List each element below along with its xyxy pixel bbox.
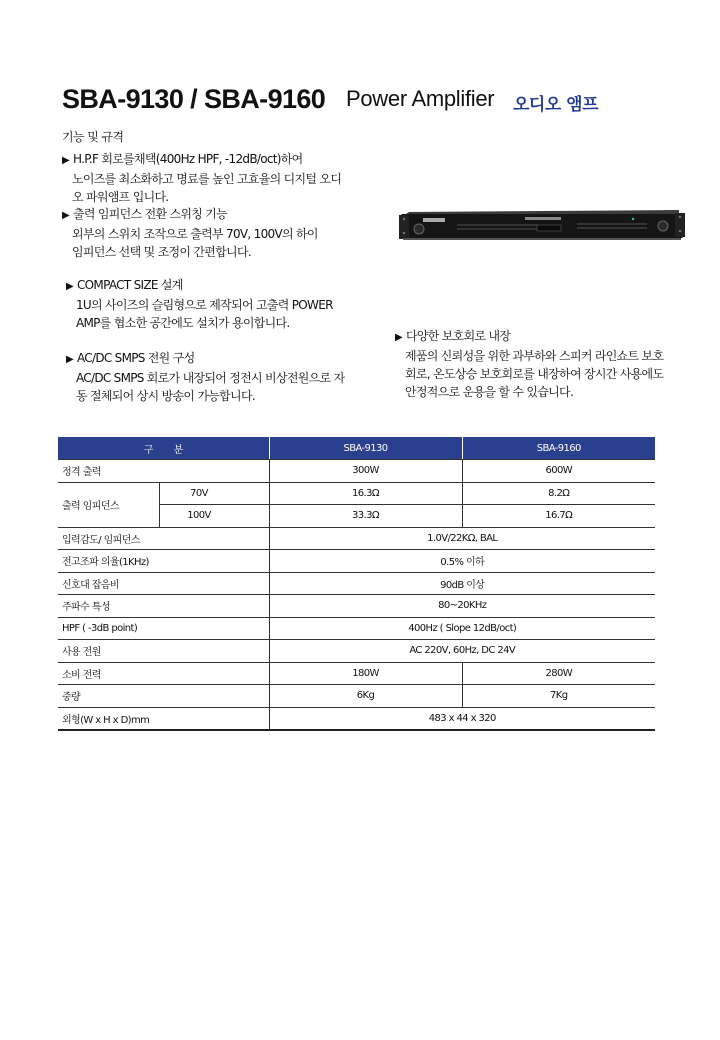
table-row (58, 685, 655, 708)
row-label: HPF ( -3dB point) (58, 617, 269, 640)
product-title-korean: 오디오 앰프 (513, 95, 599, 115)
row-label: 중량 (58, 685, 269, 708)
cell-value: 483 x 44 x 320 (269, 707, 655, 730)
table-row (58, 640, 655, 663)
feature-title: COMPACT SIZE 설계 (77, 278, 183, 292)
feature-body: AC/DC SMPS 회로가 내장되어 정전시 비상전원으로 자동 절체되어 상시 방송이 가능합니다. (76, 371, 345, 403)
feature-body: 노이즈를 최소화하고 명료를 높인 고효율의 디지털 오디오 파워앰프 입니다. (72, 172, 342, 204)
cell-value: 300W (269, 460, 462, 483)
cell-value: 180W (269, 662, 462, 685)
table-row (58, 460, 655, 483)
row-label: 소비 전력 (58, 662, 269, 685)
feature-body: 제품의 신뢰성을 위한 과부하와 스피커 라인쇼트 보호회로, 온도상승 보호회로를 내장하여 장시간 사용에도 안정적으로 운용을 할 수 있습니다. (405, 349, 664, 399)
bullet-arrow-icon: ▶ (62, 210, 69, 221)
row-label: 정격 출력 (58, 460, 269, 483)
table-row (58, 707, 655, 730)
table-row (58, 617, 655, 640)
cell-value: 33.3Ω (269, 505, 462, 528)
cell-value: 280W (462, 662, 655, 685)
row-label: 전고조파 의율(1KHz) (58, 550, 269, 573)
cell-value: 90dB 이상 (269, 572, 655, 595)
bullet-arrow-icon: ▶ (395, 332, 402, 343)
table-row (58, 550, 655, 573)
bullet-arrow-icon: ▶ (66, 281, 73, 292)
feature-protection (395, 327, 665, 401)
feature-title: H.P.F 회로를채택(400Hz HPF, -12dB/oct)하여 (73, 152, 303, 166)
header-model-a: SBA-9130 (269, 437, 462, 460)
spec-table (58, 437, 655, 731)
feature-title: AC/DC SMPS 전원 구성 (77, 351, 195, 365)
cell-value: 16.7Ω (462, 505, 655, 528)
model-title: SBA-9130 / SBA-9160 (62, 84, 326, 114)
feature-body: 외부의 스위치 조작으로 출력부 70V, 100V의 하이 임피던스 선택 및 조정이 간편합니다. (72, 227, 318, 259)
row-sublabel: 100V (159, 505, 269, 528)
bullet-arrow-icon: ▶ (66, 354, 73, 365)
row-label: 입력감도/ 임피던스 (58, 527, 269, 550)
row-label: 사용 전원 (58, 640, 269, 663)
cell-value: 8.2Ω (462, 482, 655, 505)
header-item: 구 분 (58, 437, 269, 460)
table-row (58, 572, 655, 595)
cell-value: 0.5% 이하 (269, 550, 655, 573)
row-sublabel: 70V (159, 482, 269, 505)
feature-title: 출력 임피던스 전환 스위칭 기능 (73, 207, 228, 221)
amplifier-product-image (397, 198, 687, 248)
table-row (58, 482, 655, 505)
feature-impedance-switch (62, 205, 330, 261)
row-label: 외형(W x H x D)mm (58, 707, 269, 730)
cell-value: 16.3Ω (269, 482, 462, 505)
table-header-row (58, 437, 655, 460)
cell-value: 600W (462, 460, 655, 483)
cell-value: AC 220V, 60Hz, DC 24V (269, 640, 655, 663)
header-model-b: SBA-9160 (462, 437, 655, 460)
cell-value: 6Kg (269, 685, 462, 708)
feature-hpf (62, 150, 352, 206)
feature-smps (66, 349, 352, 405)
row-label: 주파수 특성 (58, 595, 269, 618)
cell-value: 400Hz ( Slope 12dB/oct) (269, 617, 655, 640)
cell-value: 1.0V/22KΩ, BAL (269, 527, 655, 550)
table-row (58, 527, 655, 550)
cell-value: 7Kg (462, 685, 655, 708)
table-row (58, 595, 655, 618)
row-label: 신호대 잡음비 (58, 572, 269, 595)
bullet-arrow-icon: ▶ (62, 155, 69, 166)
row-label: 출력 임피던스 (58, 482, 159, 527)
feature-title: 다양한 보호회로 내장 (406, 329, 511, 343)
product-title: Power Amplifier (346, 86, 495, 111)
feature-compact-size (66, 276, 336, 332)
cell-value: 80~20KHz (269, 595, 655, 618)
feature-body: 1U의 사이즈의 슬림형으로 제작되어 고출력 POWER AMP를 협소한 공간에도 설치가 용이합니다. (76, 298, 333, 330)
section-heading: 기능 및 규격 (62, 130, 124, 144)
table-row (58, 662, 655, 685)
